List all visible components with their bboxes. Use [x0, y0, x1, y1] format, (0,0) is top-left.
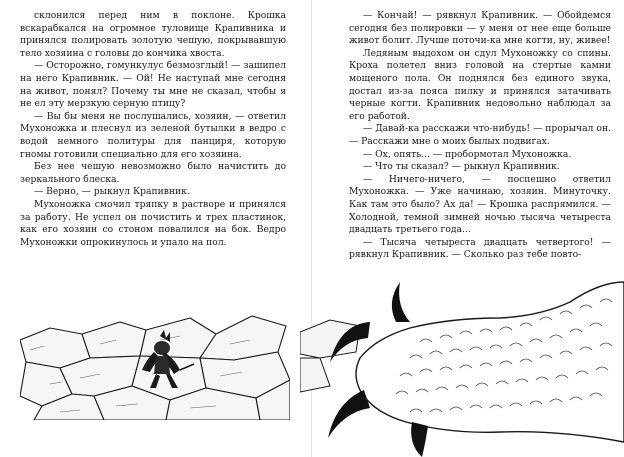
- cobblestones-icon: [20, 300, 290, 420]
- paragraph: — Давай-ка расскажи что-нибудь! — прорычал он. — Расскажи мне о моих былых подвигах.: [349, 123, 611, 147]
- paragraph: — Вы бы меня не послушались, хозяин, — ответил Мухоножка и плеснул из зеленой бутылки в ведро с водой немного политуры для панциря, которую гномы готовили специально для его хозяина.: [20, 110, 286, 160]
- paragraph: — Осторожно, гомункулус безмозглый! — зашипел на него Крапивник. — Ой! Не наступай мне сегодня на живот, понял? Почему ты мне не сказал, чтобы я не ел эту мерзкую серную птицу?: [20, 60, 286, 110]
- paragraph: Мухоножка смочил тряпку в растворе и принялся за работу. Не успел он почистить и трех пластинок, как его хозяин со стоном повалился на бок. Ведро Мухоножки опрокинулось и упало на пол.: [20, 198, 286, 248]
- right-page-text: [349, 10, 611, 262]
- paragraph: Без нее чешую невозможно было начистить до зеркального блеска.: [20, 161, 286, 185]
- dragon-claw-illustration: [300, 262, 624, 457]
- dragon-claw-icon: [300, 262, 624, 457]
- paragraph: — Что ты сказал? — рыкнул Крапивник.: [363, 161, 560, 173]
- paragraph: Ледяным выдохом он сдул Мухоножку со спины. Кроха полетел вниз головой на стертые камни мощеного пола. Он поднялся без единого звука, достал из-за пояса пилку и принялся затачивать черные когти. Крапивник недовольно наблюдал за его работой.: [349, 47, 611, 122]
- left-page-text: [20, 10, 286, 249]
- paragraph: — Верно, — рыкнул Крапивник.: [34, 186, 190, 198]
- paragraph: — Кончай! — рявкнул Крапивник. — Обойдемся сегодня без полировки — у меня от нее еще больше живот болит. Лучше поточи-ка мне когти, ну, живее!: [349, 10, 611, 47]
- paragraph: склонился перед ним в поклоне. Крошка вскарабкался на огромное туловище Крапивника и принялся полировать золотую чешую, покрывавшую тело хозяина с головы до кончика хвоста.: [20, 10, 286, 59]
- paragraph: — Ох, опять... — пробормотал Мухоножка.: [363, 148, 572, 160]
- gnome-on-cobblestones-illustration: [20, 300, 290, 420]
- paragraph: — Тысяча четыреста двадцать четвертого! — рявкнул Крапивник. — Сколько раз тебе повто-: [349, 236, 611, 261]
- paragraph: — Ничего-ничего, — поспешно ответил Мухоножка. — Уже начинаю, хозяин. Минуточку. Как там это было? Ах да! — Крошка распрямился. — Холодной, темной зимней ночью тысяча четыреста двадцать третьего года...: [349, 173, 611, 236]
